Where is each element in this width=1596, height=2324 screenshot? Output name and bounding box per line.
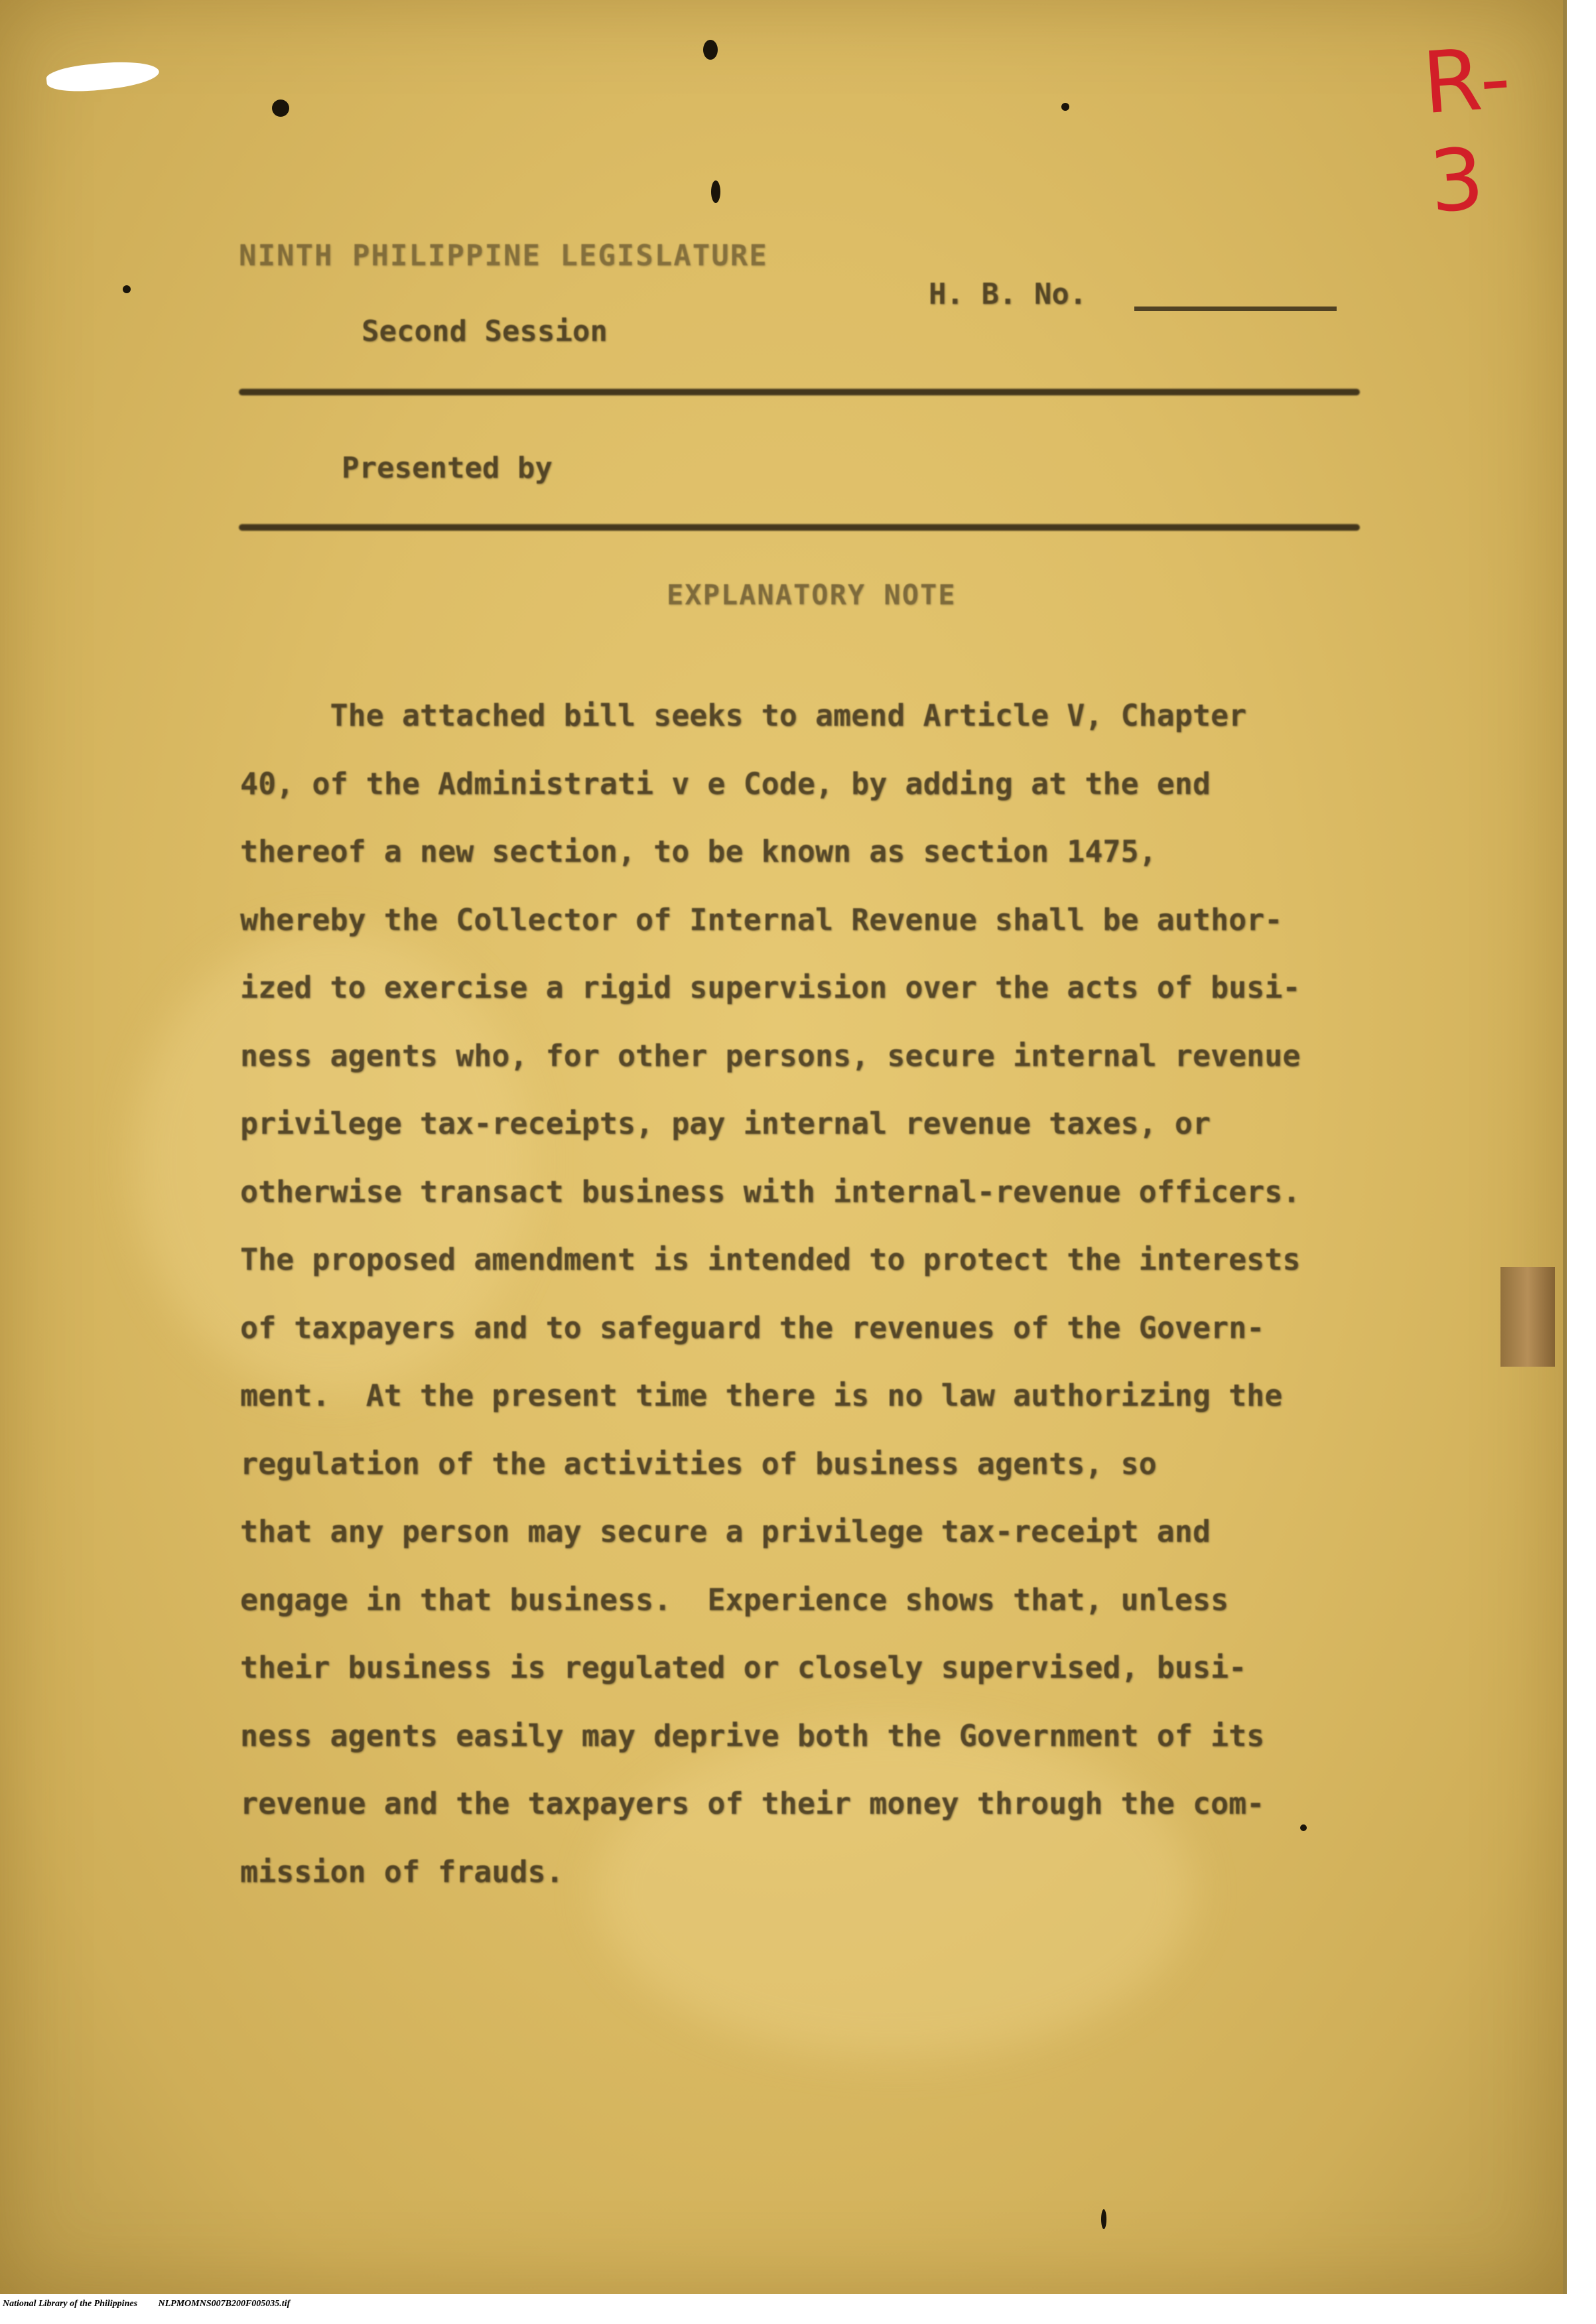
body-line: ment. At the present time there is no law authorizing the	[240, 1378, 1283, 1413]
body-line: thereof a new section, to be known as section 1475,	[240, 834, 1157, 869]
tape-scrap	[1500, 1267, 1555, 1367]
body-line: otherwise transact business with internal-revenue officers.	[240, 1174, 1301, 1209]
body-line: their business is regulated or closely supervised, busi-	[240, 1650, 1247, 1685]
ink-spot	[1101, 2209, 1106, 2229]
body-line: that any person may secure a privilege tax-receipt and	[240, 1514, 1211, 1549]
divider-rule	[239, 389, 1360, 395]
body-line: mission of frauds.	[240, 1854, 564, 1889]
body-line: whereby the Collector of Internal Revenue shall be author-	[240, 902, 1283, 937]
body-line: of taxpayers and to safeguard the revenues of the Govern-	[240, 1310, 1265, 1345]
body-line: ness agents easily may deprive both the Government of its	[240, 1718, 1265, 1753]
ink-spot	[1061, 103, 1069, 111]
body-line: The attached bill seeks to amend Article V, Chapter	[240, 698, 1247, 733]
presented-by-label: Presented by	[342, 451, 553, 485]
body-line: 40, of the Administrati v e Code, by adding at the end	[240, 766, 1211, 801]
explanatory-note-heading: EXPLANATORY NOTE	[667, 579, 957, 611]
body-line: ness agents who, for other persons, secure internal revenue	[240, 1038, 1301, 1073]
library-credit: National Library of the Philippines	[3, 2299, 138, 2309]
legislature-title: NINTH PHILIPPINE LEGISLATURE	[239, 239, 768, 273]
body-line: The proposed amendment is intended to protect the interests	[240, 1242, 1301, 1277]
session-label: Second Session	[362, 314, 608, 348]
ink-spot	[711, 180, 720, 203]
body-line: privilege tax-receipts, pay internal revenue taxes, or	[240, 1106, 1211, 1141]
bill-number-blank	[1134, 307, 1337, 311]
reference-mark: R-3	[1419, 29, 1515, 232]
body-line: ized to exercise a rigid supervision over the acts of busi-	[240, 970, 1301, 1005]
ink-spot	[272, 100, 289, 117]
file-identifier: NLPMOMNS007B200F005035.tif	[158, 2299, 291, 2309]
archive-footer	[3, 2299, 308, 2309]
ink-spot	[703, 40, 718, 60]
body-line: engage in that business. Experience shows that, unless	[240, 1582, 1229, 1617]
explanatory-note-body	[240, 682, 1447, 1906]
body-line: regulation of the activities of business agents, so	[240, 1446, 1157, 1481]
body-line: revenue and the taxpayers of their money through the com-	[240, 1786, 1265, 1821]
bill-number-label: H. B. No.	[929, 277, 1087, 311]
paper-tear	[45, 57, 160, 96]
divider-rule	[239, 524, 1360, 531]
ink-spot	[123, 285, 131, 293]
